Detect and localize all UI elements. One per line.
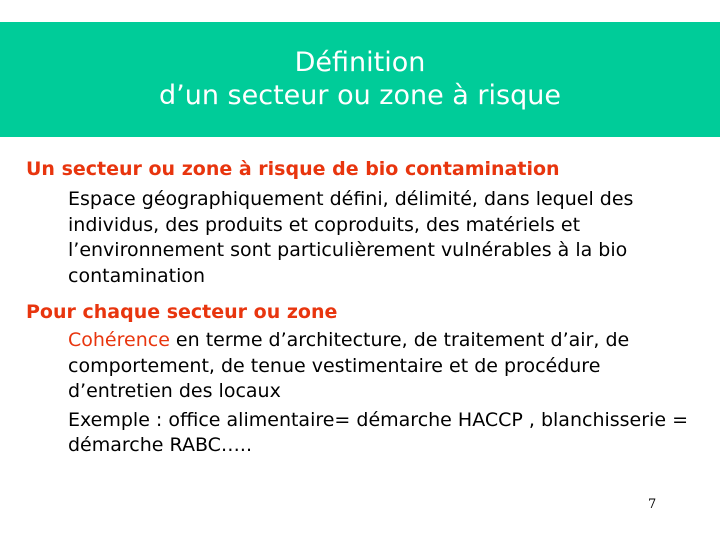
slide-content (26, 157, 706, 459)
example-text: Exemple : office alimentaire= démarche HACCP , blanchisserie = démarche RABC….. (68, 408, 688, 456)
slide-title-line-1: Définition (294, 47, 426, 78)
section-heading-risk-zone: Un secteur ou zone à risque de bio contamination (26, 158, 560, 180)
title-band (0, 22, 720, 137)
page-number: 7 (648, 497, 657, 512)
slide-title-line-2: d’un secteur ou zone à risque (159, 80, 561, 111)
coherence-label: Cohérence (68, 329, 170, 351)
coherence-text: en terme d’architecture, de traitement d’air, de comportement, de tenue vestimentaire et de procédure d’entretien des locaux (68, 329, 630, 402)
coherence-paragraph (68, 328, 706, 405)
definition-text: Espace géographiquement défini, délimité, dans lequel des individus, des produits et coproduits, des matériels et l’environnement sont particulièrement vulnérables à la bio contamination (68, 188, 634, 287)
section-heading-each-zone: Pour chaque secteur ou zone (26, 301, 338, 323)
